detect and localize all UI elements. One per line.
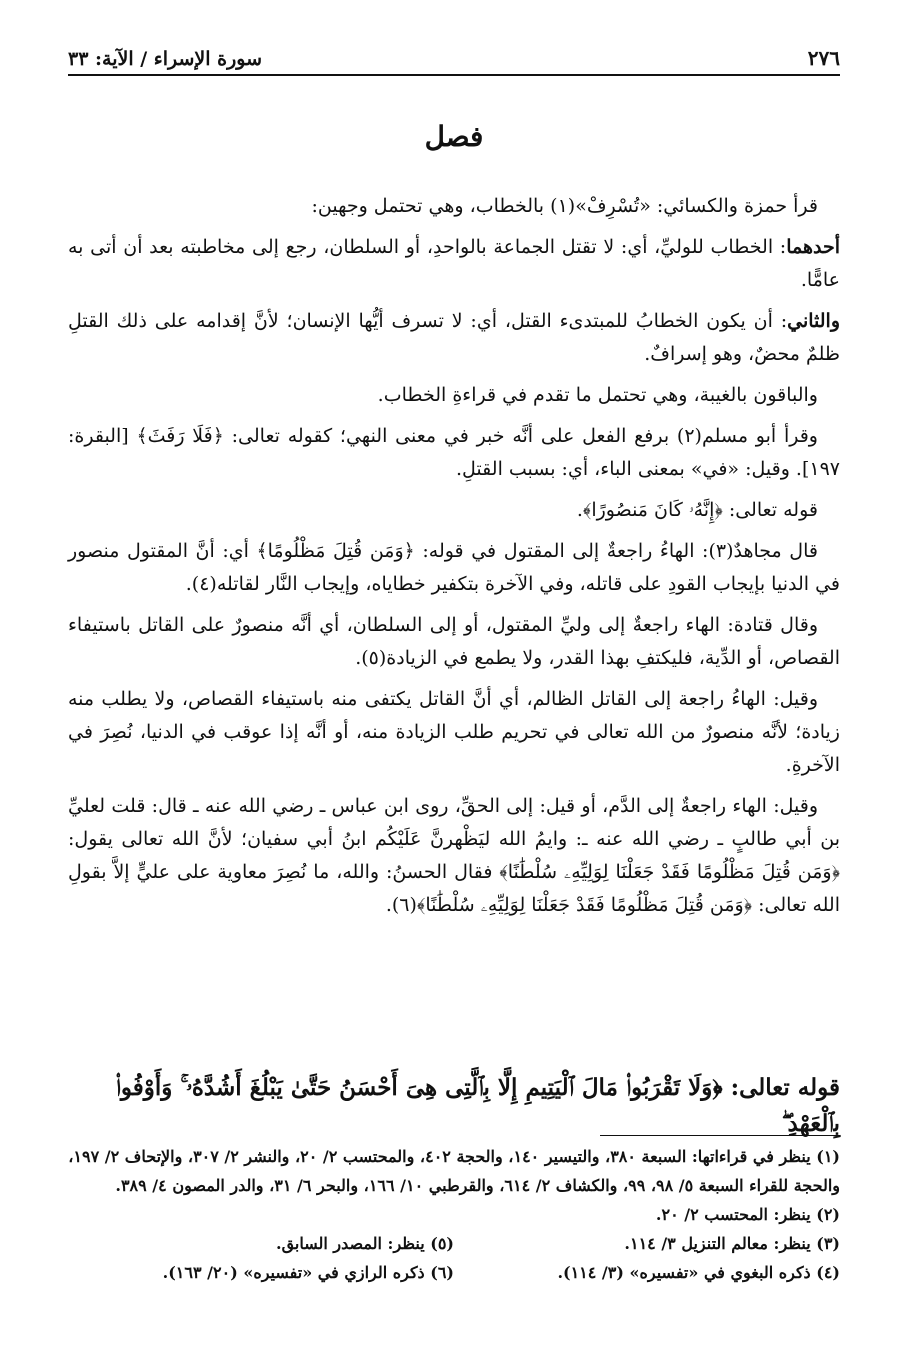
paragraph: أحدهما: الخطاب للوليِّ، أي: لا تقتل الجماعة بالواحدِ، أو السلطان، رجع إلى مخاطبته بعد أن أتى به عامًّا. bbox=[68, 236, 840, 291]
book-page bbox=[68, 30, 840, 1330]
page-number: ٢٧٦ bbox=[807, 46, 840, 70]
paragraph: وقيل: الهاءُ راجعة إلى القاتل الظالم، أي أنَّ القاتل يكتفى منه باستيفاء القصاص، ولا يطلب منه زيادة؛ لأنَّه منصورٌ من الله تعالى في تحريم طلب الزيادة منه، أو أنَّه إذا عوقب في الدنيا، نُصِرَ في الآخرةِ. bbox=[68, 688, 840, 776]
footnote: (٤) ذكره البغوي في «تفسيره» (٣/ ١١٤). bbox=[557, 1263, 840, 1282]
paragraph: قال مجاهدٌ(٣): الهاءُ راجعةٌ إلى المقتول في قوله: ﴿وَمَن قُتِلَ مَظْلُومًا﴾ أي: أنَّ المقتول منصور في الدنيا بإيجاب القودِ على قاتله، وفي الآخرة بتكفير خطاياه، وإيجاب النَّار لقاتله(٤). bbox=[68, 540, 840, 595]
footnote: (٢) ينظر: المحتسب ٢/ ٢٠. bbox=[655, 1205, 840, 1224]
section-title: فصل bbox=[424, 120, 484, 153]
paragraph: والثاني: أن يكون الخطابُ للمبتدىء القتل، أي: لا تسرف أيُّها الإنسان؛ لأنَّ إقدامه على ذلك القتلِ ظلمٌ محضٌ، وهو إسرافٌ. bbox=[68, 310, 840, 365]
body-text bbox=[68, 190, 840, 930]
paragraph: والباقون بالغيبة، وهي تحتمل ما تقدم في قراءةِ الخطاب. bbox=[377, 384, 818, 406]
footnote: (٦) ذكره الرازي في «تفسيره» (٢٠/ ١٦٣). bbox=[162, 1263, 454, 1282]
footnote: (٣) ينظر: معالم التنزيل ٣/ ١١٤. bbox=[624, 1234, 840, 1253]
paragraph: قرأ حمزة والكسائي: «تُسْرِفْ»(١) بالخطاب، وهي تحتمل وجهين: bbox=[311, 195, 818, 217]
footnotes bbox=[68, 1142, 840, 1287]
page-header bbox=[68, 30, 840, 76]
footnote-divider bbox=[600, 1135, 840, 1136]
quran-verse-line: قوله تعالى: ﴿وَلَا تَقْرَبُوا۟ مَالَ ٱلْيَتِيمِ إِلَّا بِٱلَّتِى هِىَ أَحْسَنُ حَتَّىٰ يَبْلُغَ أَشُدَّهُۥ ۚ وَأَوْفُوا۟ بِٱلْعَهْدِ ۖ bbox=[115, 1074, 840, 1137]
running-title: سورة الإسراء / الآية: ٣٣ bbox=[68, 48, 263, 70]
paragraph: وقرأ أبو مسلم(٢) برفع الفعل على أنَّه خبر في معنى النهي؛ كقوله تعالى: ﴿فَلَا رَفَثَ﴾ [البقرة: ١٩٧]. وقيل: «في» بمعنى الباء، أي: بسبب القتلِ. bbox=[68, 425, 840, 480]
paragraph: وقيل: الهاء راجعةٌ إلى الدَّم، أو قيل: إلى الحقِّ، روى ابن عباس ـ رضي الله عنه ـ قال: قلت لعليِّ بن أبي طالبٍ ـ رضي الله عنه ـ: وايمُ الله ليَظْهرنَّ عَلَيْكُم ابنُ أبي سفيان؛ لأنَّ الله تعالى يقول: ﴿وَمَن قُتِلَ مَظْلُومًا فَقَدْ جَعَلْنَا لِوَلِيِّهِۦ سُلْطَٰنًا﴾ فقال الحسنُ: والله، ما نُصِرَ معاوية على عليٍّ إلاَّ بقولِ الله تعالى: ﴿وَمَن قُتِلَ مَظْلُومًا فَقَدْ جَعَلْنَا لِوَلِيِّهِۦ سُلْطَٰنًا﴾(٦). bbox=[68, 795, 840, 916]
paragraph: وقال قتادة: الهاء راجعةٌ إلى وليِّ المقتول، أو إلى السلطان، أي أنَّه منصورٌ على القاتل باستيفاء القصاص، أو الدِّية، فليكتفِ بهذا القدر، ولا يطمع في الزيادة(٥). bbox=[68, 614, 840, 669]
footnote: (٥) ينظر: المصدر السابق. bbox=[276, 1234, 454, 1253]
paragraph: قوله تعالى: ﴿إِنَّهُۥ كَانَ مَنصُورًا﴾. bbox=[576, 499, 818, 521]
footnote: (١) ينظر في قراءاتها: السبعة ٣٨٠، والتيسير ١٤٠، والحجة ٤٠٢، والمحتسب ٢/ ٢٠، والنشر ٢/ ٣٠٧، والإتحاف ٢/ ١٩٧، والحجة للقراء السبعة ٥/ ٩٨، ٩٩، والكشاف ٢/ ٦١٤، والقرطبي ١٠/ ١٦٦، والبحر ٦/ ٣١، والدر المصون ٤/ ٣٨٩. bbox=[68, 1147, 840, 1195]
